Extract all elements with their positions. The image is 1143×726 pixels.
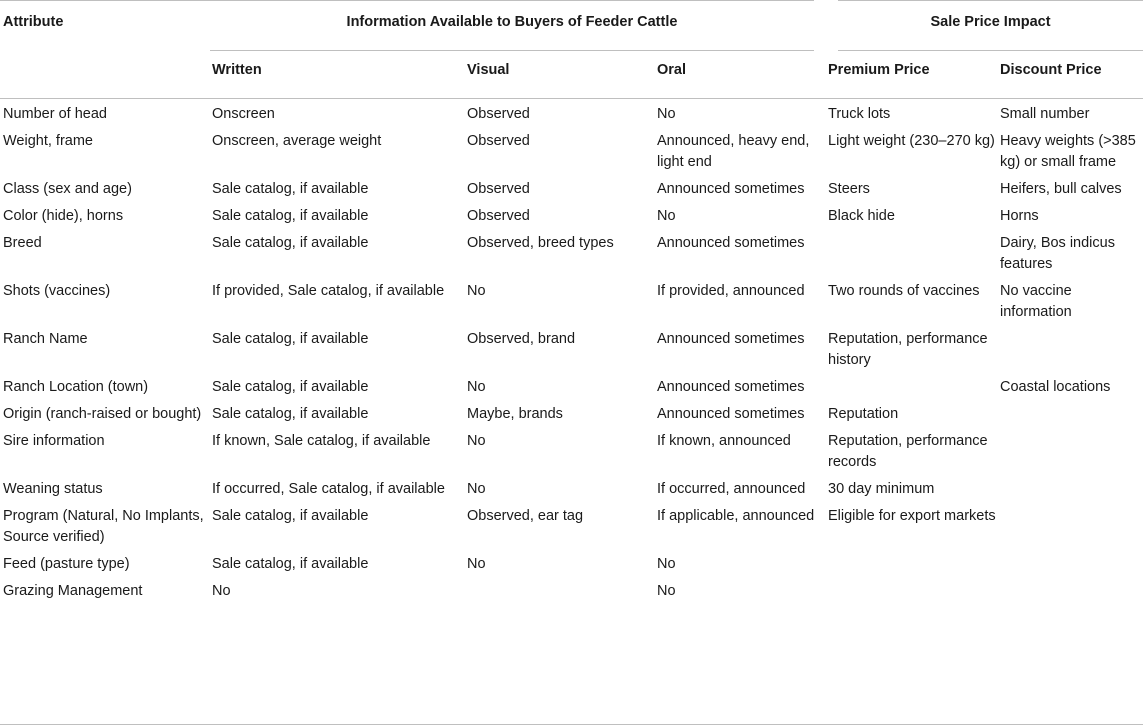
header-written: Written: [212, 62, 262, 78]
cell-oral: No: [657, 106, 676, 122]
cell-visual: Observed, breed types: [467, 235, 614, 251]
cell-written: Sale catalog, if available: [212, 508, 369, 524]
table-row: [0, 98, 1143, 125]
cell-oral: If known, announced: [657, 433, 791, 449]
header-rule: [0, 98, 1143, 99]
cell-attribute: Ranch Location (town): [3, 379, 149, 395]
cell-discount: [998, 500, 1143, 548]
cell-discount: [998, 575, 1143, 610]
cell-premium: Black hide: [828, 208, 895, 224]
header-visual: Visual: [467, 62, 510, 78]
header-row-columns: [0, 51, 1143, 99]
cell-written: Sale catalog, if available: [212, 379, 369, 395]
cell-visual: Observed: [467, 133, 530, 149]
table-row: [0, 200, 1143, 227]
cell-discount: Small number: [1000, 106, 1090, 122]
table-row: [0, 371, 1143, 398]
cell-premium: Steers: [828, 181, 870, 197]
cell-premium: [826, 575, 998, 610]
cell-written: If provided, Sale catalog, if available: [212, 283, 445, 299]
cell-visual: No: [467, 481, 486, 497]
table-row: [0, 425, 1143, 473]
table-row: [0, 500, 1143, 548]
cell-oral: Announced sometimes: [657, 331, 805, 347]
cell-discount: [998, 548, 1143, 575]
cell-oral: If occurred, announced: [657, 481, 806, 497]
cell-written: Onscreen, average weight: [212, 133, 382, 149]
cell-attribute: Shots (vaccines): [3, 283, 111, 299]
cell-visual: No: [467, 379, 486, 395]
cell-visual: Observed: [467, 208, 530, 224]
cell-visual: No: [467, 556, 486, 572]
cell-written: Sale catalog, if available: [212, 208, 369, 224]
cell-attribute: Grazing Management: [3, 583, 143, 599]
cell-oral: Announced sometimes: [657, 235, 805, 251]
cell-oral: No: [657, 556, 676, 572]
cell-attribute: Ranch Name: [3, 331, 88, 347]
cell-attribute: Color (hide), horns: [3, 208, 124, 224]
header-price-group: Sale Price Impact: [826, 0, 1143, 51]
header-blank: [0, 51, 210, 99]
cell-visual: Observed: [467, 181, 530, 197]
cell-oral: Announced sometimes: [657, 379, 805, 395]
cell-oral: No: [657, 208, 676, 224]
cell-visual: No: [467, 433, 486, 449]
cell-premium: Light weight (230–270 kg): [828, 133, 995, 149]
cell-written: Sale catalog, if available: [212, 331, 369, 347]
header-discount: Discount Price: [1000, 62, 1102, 78]
cell-oral: Announced sometimes: [657, 181, 805, 197]
cell-visual: Observed, ear tag: [467, 508, 584, 524]
cell-visual: Observed: [467, 106, 530, 122]
cell-visual: No: [467, 283, 486, 299]
cell-oral: Announced sometimes: [657, 406, 805, 422]
cell-premium: 30 day minimum: [828, 481, 935, 497]
cell-attribute: Weight, frame: [3, 133, 93, 149]
cell-discount: [998, 473, 1143, 500]
cell-written: No: [212, 583, 231, 599]
cell-written: If known, Sale catalog, if available: [212, 433, 431, 449]
header-attribute: Attribute: [3, 14, 64, 30]
cell-premium: [826, 371, 998, 398]
cell-oral: No: [657, 583, 676, 599]
cell-oral: If applicable, announced: [657, 508, 815, 524]
cell-visual: [465, 575, 655, 610]
cell-attribute: Class (sex and age): [3, 181, 132, 197]
cell-attribute: Sire information: [3, 433, 105, 449]
cell-premium: [826, 548, 998, 575]
cell-premium: Two rounds of vaccines: [828, 283, 980, 299]
cell-premium: Truck lots: [828, 106, 891, 122]
cell-discount: [998, 323, 1143, 371]
table-row: [0, 173, 1143, 200]
table-row: [0, 575, 1143, 610]
table-row: [0, 275, 1143, 323]
cell-attribute: Origin (ranch-raised or bought): [3, 406, 202, 422]
header-row-groups: [0, 0, 1143, 51]
cell-discount: Heifers, bull calves: [1000, 181, 1122, 197]
cell-written: Sale catalog, if available: [212, 556, 369, 572]
cell-written: Sale catalog, if available: [212, 406, 369, 422]
cell-discount: Coastal locations: [1000, 379, 1111, 395]
table-row: [0, 323, 1143, 371]
cell-discount: Dairy, Bos indicus features: [1000, 235, 1115, 272]
cell-attribute: Breed: [3, 235, 42, 251]
table-row: [0, 125, 1143, 173]
cell-written: Sale catalog, if available: [212, 181, 369, 197]
cell-attribute: Program (Natural, No Implants, Source verified): [3, 508, 204, 545]
cell-premium: [826, 227, 998, 275]
cell-premium: Reputation: [828, 406, 899, 422]
cell-premium: Eligible for export markets: [828, 508, 996, 524]
cell-visual: Maybe, brands: [467, 406, 563, 422]
header-premium: Premium Price: [828, 62, 930, 78]
cell-oral: If provided, announced: [657, 283, 805, 299]
cell-discount: Heavy weights (>385 kg) or small frame: [1000, 133, 1136, 170]
cell-written: Onscreen: [212, 106, 275, 122]
table-body: [0, 98, 1143, 610]
cell-visual: Observed, brand: [467, 331, 576, 347]
cell-attribute: Number of head: [3, 106, 107, 122]
cell-written: Sale catalog, if available: [212, 235, 369, 251]
table-row: [0, 473, 1143, 500]
cell-discount: [998, 398, 1143, 425]
table-row: [0, 398, 1143, 425]
cell-written: If occurred, Sale catalog, if available: [212, 481, 445, 497]
header-info-group: Information Available to Buyers of Feeder Cattle: [210, 0, 826, 51]
bottom-rule: [0, 724, 1143, 725]
table-row: [0, 227, 1143, 275]
cell-discount: Horns: [1000, 208, 1039, 224]
cell-oral: Announced, heavy end, light end: [657, 133, 810, 170]
cell-premium: Reputation, performance records: [828, 433, 988, 470]
header-oral: Oral: [657, 62, 687, 78]
table-row: [0, 548, 1143, 575]
cell-premium: Reputation, performance history: [828, 331, 988, 368]
cell-attribute: Weaning status: [3, 481, 103, 497]
cell-discount: [998, 425, 1143, 473]
cell-attribute: Feed (pasture type): [3, 556, 130, 572]
cell-discount: No vaccine information: [1000, 283, 1072, 320]
